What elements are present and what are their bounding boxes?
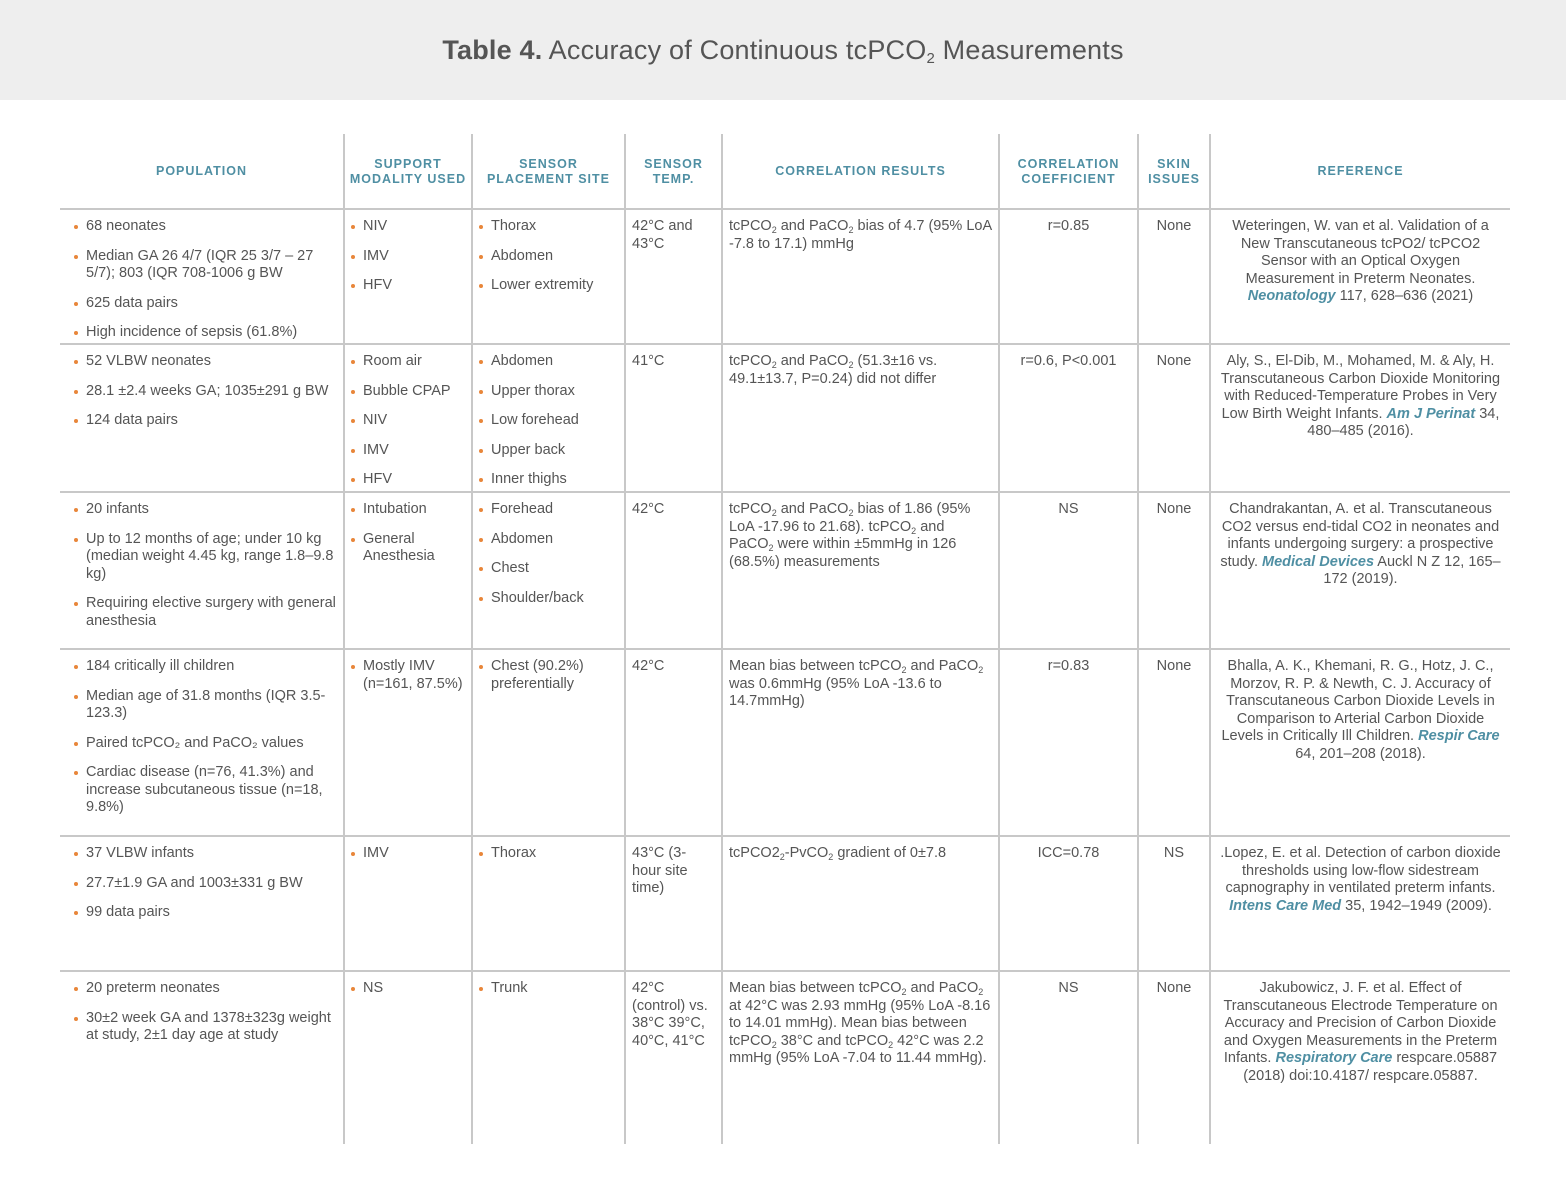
site-item-text: Upper back	[491, 441, 566, 458]
results-text: bias of 1.86 (95% LoA -17.96 to 21.68). tcPCO	[729, 501, 971, 535]
subscript-digit: 2	[901, 987, 907, 997]
modality-item	[351, 218, 465, 236]
subscript-digit: 2	[771, 360, 777, 370]
site-item-text: Abdomen	[491, 530, 554, 547]
results-text: and PaCO	[776, 501, 849, 517]
sensor-site-cell	[471, 345, 624, 493]
reference-text: Bhalla, A. K., Khemani, R. G., Hotz, J. C., Morzov, R. P. & Newth, C. J. Accuracy of Transcutaneous Carbon Dioxide Levels in Comparison to Arterial Carbon Dioxide Levels in Critically Ill Children.	[1221, 658, 1495, 744]
sensor-site-cell	[471, 210, 624, 345]
population-item	[74, 353, 337, 371]
modality-item-list	[351, 218, 465, 295]
modality-item	[351, 442, 465, 460]
results-text: tcPCO	[729, 501, 772, 517]
correlation-results-cell	[721, 972, 998, 1144]
site-item	[479, 383, 618, 401]
site-item	[479, 845, 618, 863]
subscript-digit: 2	[978, 987, 984, 997]
skin-issues-cell: NS	[1137, 837, 1209, 972]
site-item-list	[479, 218, 618, 295]
population-item-text: 30±2 week GA and 1378±323g weight at study, 2±1 day age at study	[86, 1009, 331, 1043]
site-item-text: Forehead	[491, 501, 554, 517]
site-item	[479, 412, 618, 430]
correlation-coefficient-cell: r=0.6, P<0.001	[998, 345, 1137, 493]
modality-item-text: IMV	[363, 247, 389, 264]
site-item	[479, 353, 618, 371]
results-text: (51.3±16 vs. 49.1±13.7, P=0.24) did not differ	[729, 353, 938, 387]
site-item-text: Thorax	[491, 218, 537, 234]
population-item	[74, 595, 337, 630]
population-item-list	[74, 980, 337, 1045]
site-item-list	[479, 501, 618, 607]
population-item-text: High incidence of sepsis (61.8%)	[86, 324, 298, 340]
population-item	[74, 324, 337, 342]
results-text: were within ±5mmHg in 126 (68.5%) measurements	[729, 536, 957, 570]
site-item	[479, 560, 618, 578]
correlation-results-cell	[721, 650, 998, 837]
support-modality-cell	[343, 493, 471, 650]
modality-item	[351, 353, 465, 371]
title-banner	[0, 0, 1566, 100]
modality-item-text: NIV	[363, 412, 388, 428]
population-item	[74, 295, 337, 313]
population-item-list	[74, 658, 337, 817]
population-item-text: 37 VLBW infants	[86, 845, 194, 861]
modality-item	[351, 980, 465, 998]
population-cell	[60, 210, 343, 345]
population-cell	[60, 650, 343, 837]
population-item-text: Median GA 26 4/7 (IQR 25 3/7 – 27 5/7); 803 (IQR 708-1006 g BW	[86, 247, 314, 281]
table-title-subscript: 2	[926, 49, 935, 67]
reference-citation: respcare.05887 (2018) doi:10.4187/ respcare.05887.	[1243, 1050, 1498, 1084]
sensor-site-cell	[471, 650, 624, 837]
results-text: 42°C was 2.2 mmHg (95% LoA -7.04 to 11.44 mmHg).	[729, 1032, 987, 1066]
site-item	[479, 248, 618, 266]
modality-item-list	[351, 845, 465, 863]
population-item	[74, 531, 337, 584]
results-text: and PaCO	[906, 658, 979, 674]
journal-name: Intens Care Med	[1229, 897, 1342, 914]
population-cell	[60, 493, 343, 650]
population-item-text: Cardiac disease (n=76, 41.3%) and increase subcutaneous tissue (n=18, 9.8%)	[86, 764, 323, 815]
correlation-coefficient-cell: ICC=0.78	[998, 837, 1137, 972]
skin-issues-cell: None	[1137, 345, 1209, 493]
reference-text: Jakubowicz, J. F. et al. Effect of Transcutaneous Electrode Temperature on Accuracy and Precision of Carbon Dioxide and Oxygen Measurements in the Preterm Infants.	[1223, 980, 1498, 1066]
modality-item	[351, 501, 465, 519]
reference-cell	[1209, 210, 1510, 345]
site-item-text: Thorax	[491, 845, 537, 861]
site-item	[479, 218, 618, 236]
results-text: and PaCO	[776, 353, 849, 369]
modality-item-text: NS	[363, 980, 384, 996]
modality-item	[351, 383, 465, 401]
site-item-text: Shoulder/back	[491, 589, 584, 606]
subscript-digit: 2	[848, 508, 854, 518]
modality-item	[351, 277, 465, 295]
population-item-text: 20 preterm neonates	[86, 980, 220, 996]
site-item-list	[479, 980, 618, 998]
modality-item	[351, 531, 465, 566]
site-item	[479, 658, 618, 693]
sensor-site-cell	[471, 837, 624, 972]
site-item	[479, 501, 618, 519]
modality-item-text: Bubble CPAP	[363, 382, 451, 399]
correlation-coefficient-cell: NS	[998, 972, 1137, 1144]
subscript-digit: 2	[848, 360, 854, 370]
header-sensor-temp: SENSOR TEMP.	[624, 134, 721, 210]
site-item-text: Upper thorax	[491, 382, 575, 399]
results-text: Mean bias between tcPCO	[729, 658, 902, 674]
skin-issues-cell: None	[1137, 650, 1209, 837]
site-item-text: Lower extremity	[491, 277, 594, 293]
modality-item	[351, 412, 465, 430]
modality-item-text: HFV	[363, 277, 392, 293]
table-title-text: Accuracy of Continuous tcPCO	[542, 34, 927, 65]
results-text: and PaCO	[906, 980, 979, 996]
journal-name: Respir Care	[1418, 728, 1500, 744]
reference-citation: 64, 201–208 (2018).	[1295, 745, 1426, 762]
population-item-text: Requiring elective surgery with general anesthesia	[86, 595, 336, 629]
results-text: tcPCO	[729, 218, 772, 234]
population-item	[74, 980, 337, 998]
subscript-digit: 2	[978, 665, 984, 675]
population-item-text: Median age of 31.8 months (IQR 3.5-123.3)	[86, 687, 326, 721]
population-item	[74, 688, 337, 723]
reference-text: Aly, S., El-Dib, M., Mohamed, M. & Aly, H. Transcutaneous Carbon Dioxide Monitoring with Reduced-Temperature Probes in Very Low Birth Weight Infants.	[1220, 353, 1501, 422]
modality-item-list	[351, 980, 465, 998]
results-text: was 0.6mmHg (95% LoA -13.6 to 14.7mmHg)	[729, 675, 942, 709]
modality-item-list	[351, 501, 465, 566]
population-cell	[60, 972, 343, 1144]
population-item	[74, 218, 337, 236]
results-text: tcPCO	[729, 353, 772, 369]
modality-item-text: General Anesthesia	[363, 530, 435, 564]
correlation-results-cell	[721, 345, 998, 493]
results-text: -PvCO	[784, 845, 829, 861]
site-item	[479, 980, 618, 998]
subscript-digit: 2	[771, 508, 777, 518]
site-item	[479, 442, 618, 460]
header-correlation-coefficient: CORRELATION COEFFICIENT	[998, 134, 1137, 210]
site-item-text: Abdomen	[491, 247, 554, 264]
subscript-digit: 2	[779, 852, 785, 862]
table-title	[442, 35, 1123, 66]
population-item	[74, 875, 337, 893]
subscript-digit: 2	[888, 1039, 894, 1050]
population-item-text: 99 data pairs	[86, 904, 170, 920]
population-item-text: Paired tcPCO₂ and PaCO₂ values	[86, 734, 304, 751]
reference-citation: 34, 480–485 (2016).	[1307, 405, 1500, 439]
reference-citation: Auckl N Z 12, 165–172 (2019).	[1323, 553, 1501, 587]
population-item-text: 52 VLBW neonates	[86, 353, 211, 369]
subscript-digit: 2	[828, 852, 834, 862]
site-item	[479, 531, 618, 549]
reference-text: Weteringen, W. van et al. Validation of a New Transcutaneous tcPO2/ tcPCO2 Sensor with an Optical Oxygen Measurement in Preterm Neonates.	[1232, 218, 1489, 287]
subscript-digit: 2	[901, 665, 907, 675]
site-item	[479, 471, 618, 489]
modality-item-text: Mostly IMV (n=161, 87.5%)	[363, 658, 463, 692]
site-item	[479, 590, 618, 608]
reference-cell	[1209, 972, 1510, 1144]
site-item-list	[479, 353, 618, 489]
population-item-list	[74, 218, 337, 342]
subscript-digit: 2	[768, 543, 774, 553]
table-title-number: Table 4.	[442, 34, 543, 65]
site-item-text: Inner thighs	[491, 471, 567, 487]
population-item	[74, 248, 337, 283]
modality-item-list	[351, 353, 465, 489]
population-item-text: Up to 12 months of age; under 10 kg (median weight 4.45 kg, range 1.8–9.8 kg)	[86, 530, 334, 582]
skin-issues-cell: None	[1137, 972, 1209, 1144]
population-item-text: 124 data pairs	[86, 412, 178, 428]
support-modality-cell	[343, 650, 471, 837]
sensor-temp-cell: 42°C and 43°C	[624, 210, 721, 345]
table-title-tail: Measurements	[934, 34, 1124, 65]
reference-text: .Lopez, E. et al. Detection of carbon dioxide thresholds using low-flow sidestream capnography in ventilated preterm infants.	[1220, 845, 1501, 896]
header-correlation-results: CORRELATION RESULTS	[721, 134, 998, 210]
correlation-coefficient-cell: r=0.83	[998, 650, 1137, 837]
subscript-digit: 2	[771, 1039, 777, 1050]
modality-item	[351, 471, 465, 489]
population-item	[74, 1010, 337, 1045]
results-text: and PaCO	[776, 218, 849, 234]
modality-item-text: IMV	[363, 441, 389, 458]
support-modality-cell	[343, 837, 471, 972]
header-population: POPULATION	[60, 134, 343, 210]
population-item	[74, 658, 337, 676]
sensor-temp-cell: 42°C	[624, 650, 721, 837]
sensor-temp-cell: 42°C (control) vs. 38°C 39°C, 40°C, 41°C	[624, 972, 721, 1144]
population-item	[74, 735, 337, 753]
reference-cell	[1209, 837, 1510, 972]
population-item	[74, 412, 337, 430]
correlation-coefficient-cell: r=0.85	[998, 210, 1137, 345]
population-item	[74, 501, 337, 519]
population-item-text: 20 infants	[86, 501, 149, 517]
support-modality-cell	[343, 210, 471, 345]
population-item-list	[74, 353, 337, 430]
subscript-digit: 2	[848, 225, 854, 235]
header-sensor-placement: SENSOR PLACEMENT SITE	[471, 134, 624, 210]
results-text: bias of 4.7 (95% LoA -7.8 to 17.1) mmHg	[729, 218, 992, 252]
modality-item-text: HFV	[363, 471, 392, 487]
reference-cell	[1209, 345, 1510, 493]
population-cell	[60, 837, 343, 972]
journal-name: Respiratory Care	[1275, 1050, 1393, 1066]
reference-cell	[1209, 650, 1510, 837]
site-item-text: Chest	[491, 560, 529, 576]
population-item	[74, 383, 337, 401]
site-item-list	[479, 658, 618, 693]
header-reference: REFERENCE	[1209, 134, 1510, 210]
site-item	[479, 277, 618, 295]
population-item	[74, 845, 337, 863]
population-item-text: 27.7±1.9 GA and 1003±331 g BW	[86, 874, 303, 891]
population-item	[74, 904, 337, 922]
support-modality-cell	[343, 972, 471, 1144]
sensor-temp-cell: 41°C	[624, 345, 721, 493]
journal-name: Medical Devices	[1262, 553, 1375, 570]
sensor-site-cell	[471, 493, 624, 650]
site-item-list	[479, 845, 618, 863]
modality-item-text: Intubation	[363, 501, 427, 517]
correlation-results-cell	[721, 493, 998, 650]
results-text: tcPCO2	[729, 845, 780, 861]
correlation-coefficient-cell: NS	[998, 493, 1137, 650]
skin-issues-cell: None	[1137, 493, 1209, 650]
modality-item-list	[351, 658, 465, 693]
modality-item	[351, 845, 465, 863]
population-cell	[60, 345, 343, 493]
population-item-list	[74, 501, 337, 630]
header-skin-issues: SKIN ISSUES	[1137, 134, 1209, 210]
population-item-list	[74, 845, 337, 922]
correlation-results-cell	[721, 837, 998, 972]
site-item-text: Abdomen	[491, 353, 554, 369]
modality-item	[351, 248, 465, 266]
journal-name: Am J Perinat	[1386, 405, 1476, 422]
support-modality-cell	[343, 345, 471, 493]
modality-item-text: IMV	[363, 845, 389, 861]
modality-item-text: Room air	[363, 353, 422, 369]
sensor-site-cell	[471, 972, 624, 1144]
reference-citation: 117, 628–636 (2021)	[1335, 288, 1474, 304]
modality-item	[351, 658, 465, 693]
results-text: and PaCO	[729, 518, 945, 552]
correlation-results-cell	[721, 210, 998, 345]
population-item-text: 184 critically ill children	[86, 658, 235, 674]
results-text: at 42°C was 2.93 mmHg (95% LoA -8.16 to 14.01 mmHg). Mean bias between tcPCO	[729, 997, 991, 1049]
subscript-digit: 2	[771, 225, 777, 235]
reference-text: Chandrakantan, A. et al. Transcutaneous CO2 versus end-tidal CO2 in neonates and infants undergoing surgery: a prospective study.	[1220, 501, 1500, 570]
site-item-text: Chest (90.2%) preferentially	[491, 658, 584, 692]
accuracy-table	[60, 134, 1510, 1144]
population-item-text: 28.1 ±2.4 weeks GA; 1035±291 g BW	[86, 382, 329, 399]
journal-name: Neonatology	[1247, 288, 1336, 304]
header-support-modality: SUPPORT MODALITY USED	[343, 134, 471, 210]
subscript-digit: 2	[911, 525, 917, 536]
site-item-text: Low forehead	[491, 412, 579, 428]
site-item-text: Trunk	[491, 980, 528, 996]
results-text: Mean bias between tcPCO	[729, 980, 902, 996]
reference-citation: 35, 1942–1949 (2009).	[1341, 897, 1492, 914]
skin-issues-cell: None	[1137, 210, 1209, 345]
population-item-text: 625 data pairs	[86, 294, 178, 311]
results-text: gradient of 0±7.8	[833, 845, 947, 861]
results-text: 38°C and tcPCO	[776, 1032, 889, 1049]
sensor-temp-cell: 43°C (3-hour site time)	[624, 837, 721, 972]
population-item	[74, 764, 337, 817]
modality-item-text: NIV	[363, 218, 388, 234]
sensor-temp-cell: 42°C	[624, 493, 721, 650]
reference-cell	[1209, 493, 1510, 650]
population-item-text: 68 neonates	[86, 218, 166, 234]
